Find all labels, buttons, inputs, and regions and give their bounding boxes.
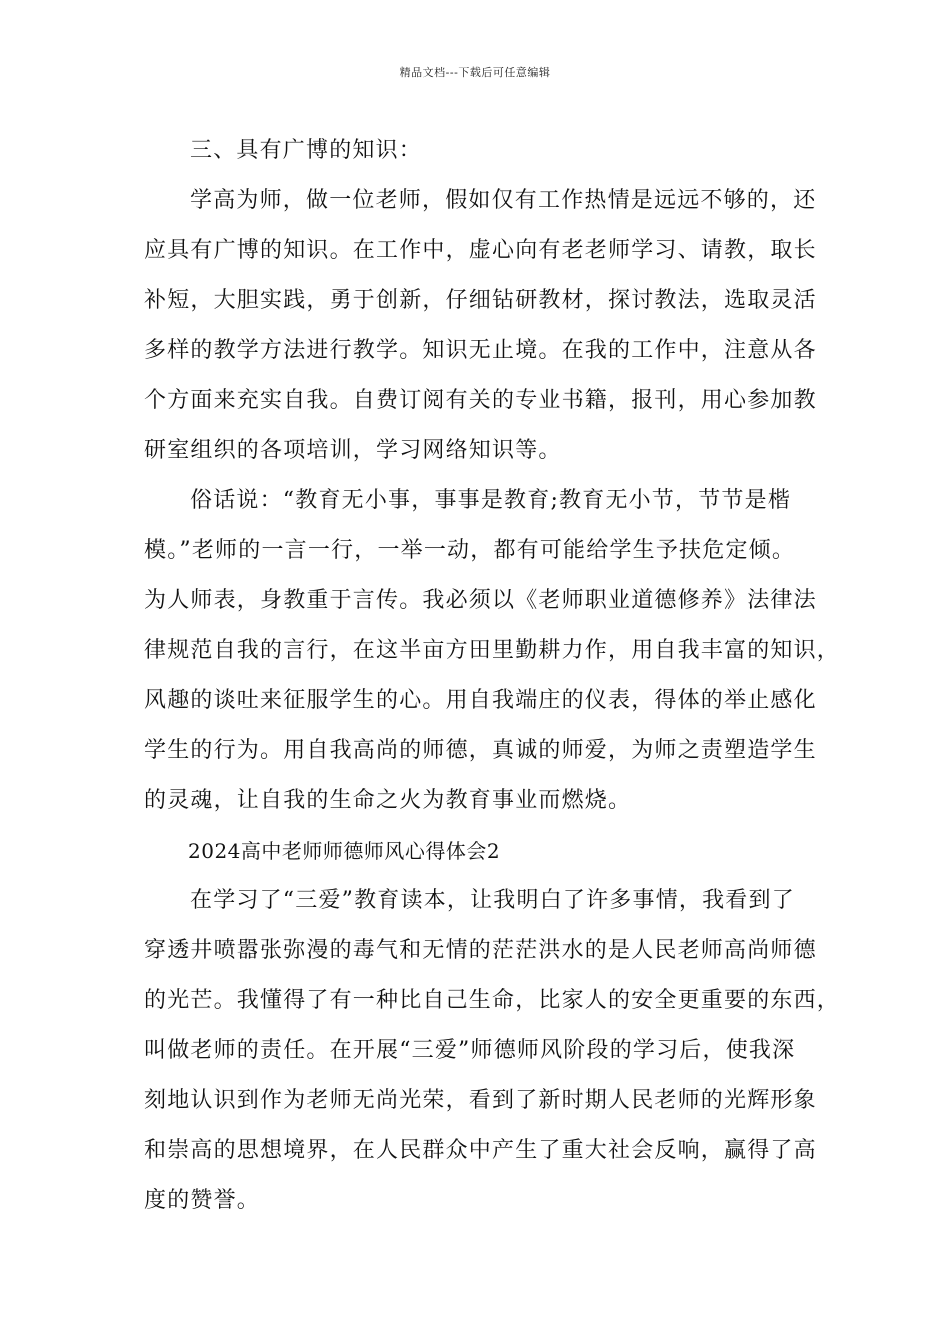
paragraph-line: 学生的行为。用自我高尚的师德，真诚的师爱，为师之责塑造学生 (144, 738, 817, 763)
section-title: 2024高中老师师德师风心得体会2 (188, 839, 501, 863)
paragraph-line: 叫做老师的责任。在开展“三爱”师德师风阶段的学习后，使我深 (144, 1038, 796, 1063)
paragraph-line: 度的赞誉。 (144, 1188, 261, 1213)
paragraph-line: 律规范自我的言行，在这半亩方田里勤耕力作，用自我丰富的知识， (144, 638, 841, 663)
paragraph-line: 的灵魂，让自我的生命之火为教育事业而燃烧。 (144, 788, 632, 813)
paragraph-line: 研室组织的各项培训，学习网络知识等。 (144, 438, 562, 463)
paragraph-line: 模。”老师的一言一行，一举一动，都有可能给学生予扶危定倾。 (144, 538, 796, 563)
paragraph-line: 应具有广博的知识。在工作中，虚心向有老老师学习、请教，取长 (144, 238, 817, 263)
paragraph-line: 风趣的谈吐来征服学生的心。用自我端庄的仪表，得体的举止感化 (144, 688, 817, 713)
paragraph-line: 学高为师，做一位老师，假如仅有工作热情是远远不够的，还 (190, 188, 817, 213)
paragraph-line: 俗话说：“教育无小事，事事是教育;教育无小节，节节是楷 (190, 488, 792, 513)
paragraph-line: 多样的教学方法进行教学。知识无止境。在我的工作中，注意从各 (144, 338, 817, 363)
paragraph-line: 的光芒。我懂得了有一种比自己生命，比家人的安全更重要的东西， (144, 988, 841, 1013)
paragraph-line: 补短，大胆实践，勇于创新，仔细钻研教材，探讨教法，选取灵活 (144, 288, 817, 313)
paragraph-line: 穿透井喷嚣张弥漫的毒气和无情的茫茫洪水的是人民老师高尚师德 (144, 938, 817, 963)
heading-knowledge: 三、具有广博的知识： (190, 138, 423, 163)
paragraph-line: 为人师表，身教重于言传。我必须以《老师职业道德修养》法律法 (144, 588, 817, 613)
paragraph-line: 刻地认识到作为老师无尚光荣，看到了新时期人民老师的光辉形象 (144, 1088, 817, 1113)
paragraph-line: 个方面来充实自我。自费订阅有关的专业书籍，报刊，用心参加教 (144, 388, 817, 413)
page-header: 精品文档---下载后可任意编辑 (399, 66, 551, 79)
paragraph-line: 在学习了“三爱”教育读本，让我明白了许多事情，我看到了 (190, 888, 795, 913)
paragraph-line: 和崇高的思想境界，在人民群众中产生了重大社会反响，赢得了高 (144, 1138, 817, 1163)
